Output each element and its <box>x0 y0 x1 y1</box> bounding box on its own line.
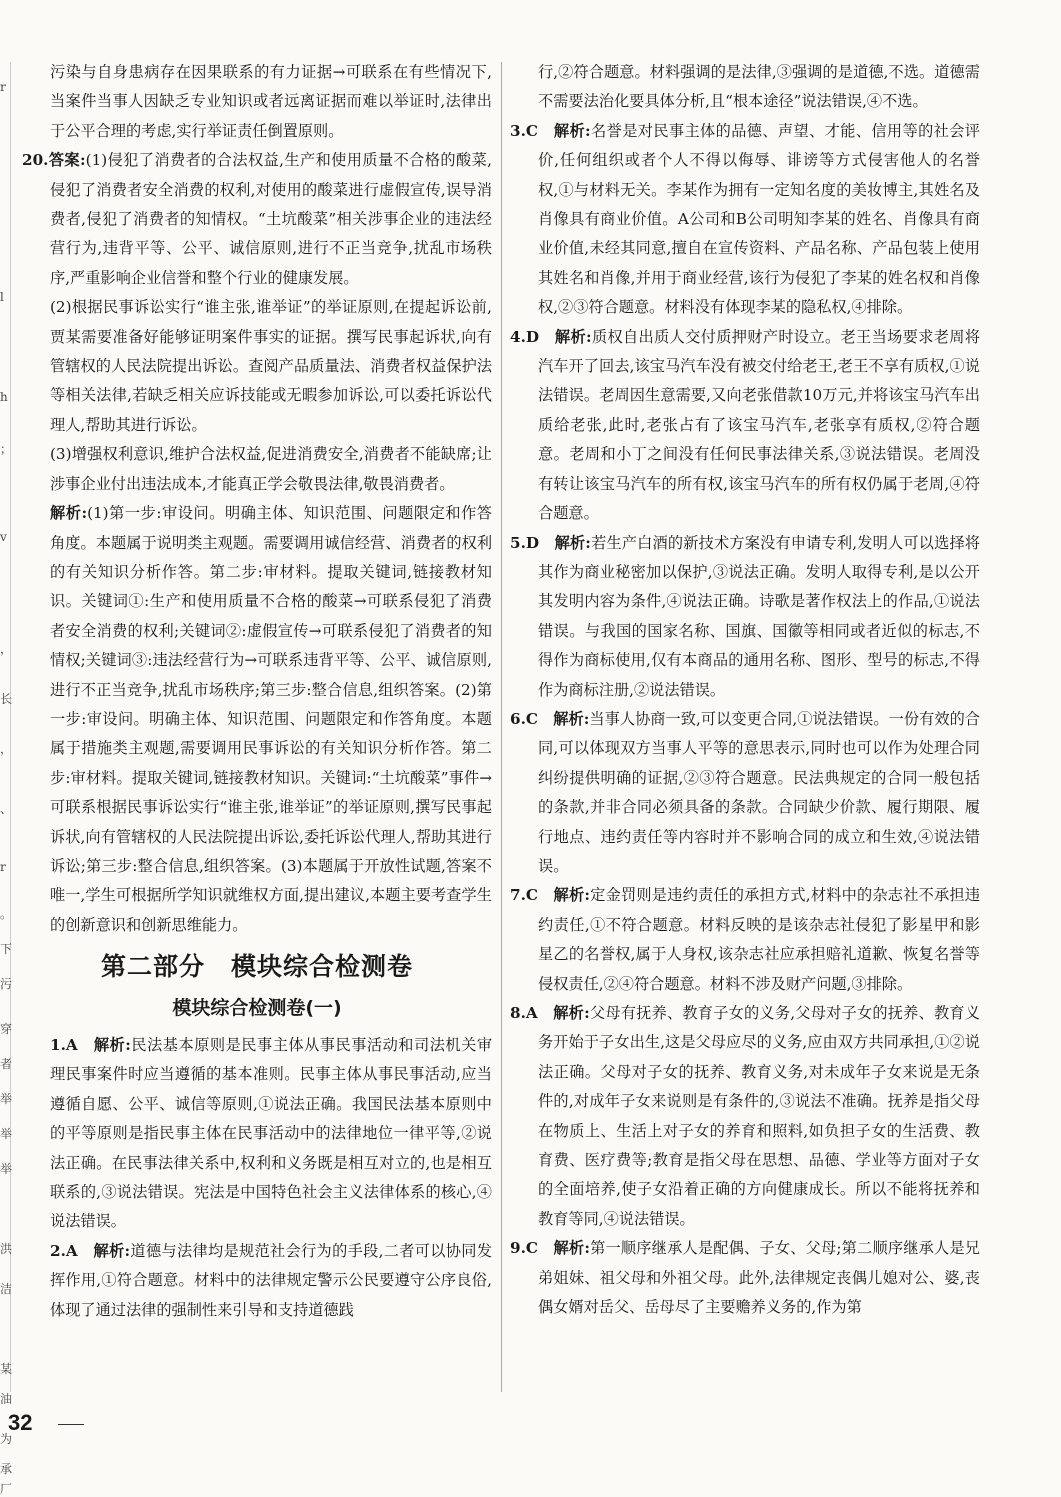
column-divider <box>501 62 502 1392</box>
margin-fragment: 举 <box>0 1162 13 1176</box>
margin-fragment: 厂 <box>0 1482 13 1496</box>
paragraph-text: 民法基本原则是民事主体从事民事活动和司法机关审理民事案件时应当遵循的基本准则。民事主体从事民事活动,应当遵循自愿、公平、诚信等原则,①说法正确。我国民法基本原则中的平等原则是指民事主体在民事活动中的法律地位一律平等,②说法正确。在民事法律关系中,权利和义务既是相互对立的,也是相互联系的,③说法错误。宪法是中国特色社会主义法律体系的核心,④说法错误。 <box>50 1036 493 1231</box>
page-number: 32 <box>8 1410 33 1435</box>
paragraph-text: 污染与自身患病存在因果联系的有力证据→可联系在有些情况下,当案件当事人因缺乏专业知识或者远离证据而难以举证时,法律出于公平合理的考虑,实行举证责任倒置原则。 <box>50 63 492 140</box>
left-paragraph-0 <box>22 58 492 146</box>
paragraph-text: 道德与法律均是规范社会行为的手段,二者可以协同发挥作用,①符合题意。材料中的法律规定警示公民要遵守公序良俗,体现了通过法律的强制性来引导和支持道德践 <box>50 1241 493 1319</box>
right-question-0 <box>510 58 980 117</box>
margin-fragment: 为 <box>0 1432 13 1446</box>
question-label: 20.答案: <box>22 151 86 170</box>
right-question-3 <box>510 529 980 705</box>
question-label: 2.A 解析: <box>50 1241 131 1260</box>
question-label: 4.D 解析: <box>510 327 592 346</box>
margin-fragment: 长 <box>0 692 13 706</box>
margin-fragment: 举 <box>0 1092 13 1106</box>
left-paragraph-4 <box>22 499 492 940</box>
question-label: 解析: <box>50 504 88 523</box>
paragraph-text: 若生产白酒的新技术方案没有申请专利,发明人可以选择将其作为商业秘密加以保护,③说法正确。发明人取得专利,是以公开其发明内容为条件,④说法正确。诗歌是著作权法上的作品,①说法错误。与我国的国家名称、国旗、国徽等相同或者近似的标志,不得作为商标使用,仅有本商品的通用名称、图形、型号的标志,不得作为商标注册,②说法错误。 <box>538 533 980 699</box>
question-label: 6.C 解析: <box>510 709 590 728</box>
left-paragraph-1 <box>22 146 492 293</box>
margin-fragment: 洪 <box>0 1242 13 1256</box>
question-label: 9.C 解析: <box>510 1239 590 1258</box>
margin-fragment: 承 <box>0 1462 13 1476</box>
left-question-1 <box>22 1237 492 1325</box>
paragraph-text: 当事人协商一致,可以变更合同,①说法错误。一份有效的合同,可以体现双方当事人平等的意思表示,同时也可以作为处理合同纠纷提供明确的证据,②③符合题意。民法典规定的合同一般包括的条款,并非合同必须具备的条款。合同缺少价款、履行期限、履行地点、违约责任等内容时并不影响合同的成立和生效,④说法错误。 <box>538 709 980 875</box>
margin-fragment: ， <box>0 642 13 656</box>
margin-fragment: 洁 <box>0 1282 13 1296</box>
question-label: 7.C 解析: <box>510 886 590 905</box>
margin-fragment: r <box>0 80 6 94</box>
paragraph-text: 第一顺序继承人是配偶、子女、父母;第二顺序继承人是兄弟姐妹、祖父母和外祖父母。此外,法律规定丧偶儿媳对公、婆,丧偶女婿对岳父、岳母尽了主要赡养义务的,作为第 <box>538 1239 980 1317</box>
left-paragraph-3 <box>22 440 492 499</box>
margin-fragment: 。 <box>0 907 13 921</box>
paragraph-text: (1)第一步:审设问。明确主体、知识范围、问题限定和作答角度。本题属于说明类主观题。需要调用诚信经营、消费者的权利的有关知识分析作答。第二步:审材料。提取关键词,链接教材知识。关键词①:生产和使用质量不合格的酸菜→可联系侵犯了消费者安全消费的权利;关键词②:虚假宣传→可联系侵犯了消费者的知情权;关键词③:违法经营行为→可联系违背平等、公平、诚信原则,进行不正当竞争,扰乱市场秩序;第三步:整合信息,组织答案。(2)第一步:审设问。明确主体、知识范围、问题限定和作答角度。本题属于措施类主观题,需要调用民事诉讼的有关知识分析作答。第二步:审材料。提取关键词,链接教材知识。关键词:“土坑酸菜”事件→可联系根据民事诉讼实行“谁主张,谁举证”的举证原则,撰写民事起诉状,向有管辖权的人民法院提出诉讼,委托诉讼代理人,帮助其进行诉讼;第三步:整合信息,组织答案。(3)本题属于开放性试题,答案不唯一,学生可根据所学知识就维权方面,提出建议,本题主要考查学生的创新意识和创新思维能力。 <box>50 504 492 934</box>
margin-fragment: l <box>0 290 4 304</box>
margin-fragment: v <box>0 530 7 544</box>
paragraph-text: 质权自出质人交付质押财产时设立。老王当场要求老周将汽车开了回去,该宝马汽车没有被交付给老王,老王不享有质权,①说法错误。老周因生意需要,又向老张借款10万元,并将该宝马汽车出质给老张,此时,老张占有了该宝马汽车,老张享有质权,②符合题意。老周和小丁之间没有任何民事法律关系,③说法错误。老周没有转让该宝马汽车的所有权,该宝马汽车的所有权仍属于老周,④符合题意。 <box>538 327 980 523</box>
margin-fragment: 穿 <box>0 1022 13 1036</box>
question-label: 3.C 解析: <box>510 121 591 140</box>
margin-fragment: 污 <box>0 977 13 991</box>
right-question-6 <box>510 999 980 1234</box>
margin-fragment: ， <box>0 742 13 756</box>
right-question-4 <box>510 705 980 881</box>
margin-fragment: 油 <box>0 1392 13 1406</box>
left-question-0 <box>22 1031 492 1237</box>
margin-fragment: 某 <box>0 1362 13 1376</box>
left-column <box>22 58 492 1325</box>
paragraph-text: 名誉是对民事主体的品德、声望、才能、信用等的社会评价,任何组织或者个人不得以侮辱、诽谤等方式侵害他人的名誉权,①与材料无关。李某作为拥有一定知名度的美妆博主,其姓名及肖像具有商业价值。A公司和B公司明知李某的姓名、肖像具有商业价值,未经其同意,擅自在宣传资料、产品名称、产品包装上使用其姓名和肖像,并用于商业经营,该行为侵犯了李某的姓名权和肖像权,②③符合题意。材料没有体现李某的隐私权,④排除。 <box>538 121 980 317</box>
paragraph-text: (3)增强权利意识,维护合法权益,促进消费安全,消费者不能缺席;让涉事企业付出违法成本,才能真正学会敬畏法律,敬畏消费者。 <box>50 445 492 493</box>
right-question-1 <box>510 117 980 323</box>
question-label: 5.D 解析: <box>510 533 591 552</box>
question-label: 8.A 解析: <box>510 1004 590 1022</box>
paragraph-text: 父母有抚养、教育子女的义务,父母对子女的抚养、教育义务开始于子女出生,这是父母应尽的义务,应由双方共同承担,①②说法正确。父母对子女的抚养、教育义务,对未成年子女来说是无条件的,对成年子女来说则是有条件的,③说法不准确。抚养是指父母在物质上、生活上对子女的养育和照料,如负担子女的生活费、教育费、医疗费等;教育是指父母在思想、品德、学业等方面对子女的全面培养,使子女沿着正确的方向健康成长。所以不能将抚养和教育等同,④说法错误。 <box>538 1004 981 1228</box>
margin-fragment: r <box>0 860 6 874</box>
page-number-rule <box>58 1424 84 1425</box>
right-question-2 <box>510 323 980 529</box>
right-question-7 <box>510 1234 980 1322</box>
paragraph-text: (2)根据民事诉讼实行“谁主张,谁举证”的举证原则,在提起诉讼前,贾某需要准备好能够证明案件事实的证据。撰写民事起诉状,向有管辖权的人民法院提出诉讼。查阅产品质量法、消费者权益保护法等相关法律,若缺乏相关应诉技能或无暇参加诉讼,可以委托诉讼代理人,帮助其进行诉讼。 <box>50 298 492 434</box>
left-margin-fragments <box>0 60 14 1496</box>
section-title: 第二部分 模块综合检测卷 <box>100 952 413 982</box>
sub-title: 模块综合检测卷(一) <box>172 996 342 1019</box>
margin-fragment: 、 <box>0 802 13 816</box>
paragraph-text: 行,②符合题意。材料强调的是法律,③强调的是道德,不选。道德需不需要法治化要具体分析,且“根本途径”说法错误,④不选。 <box>538 63 980 111</box>
margin-fragment: ； <box>0 442 13 456</box>
paragraph-text: (1)侵犯了消费者的合法权益,生产和使用质量不合格的酸菜,侵犯了消费者安全消费的权利,对使用的酸菜进行虚假宣传,误导消费者,侵犯了消费者的知情权。“土坑酸菜”相关涉事企业的违法经营行为,违背平等、公平、诚信原则,进行不正当竞争,扰乱市场秩序,严重影响企业信誉和整个行业的健康发展。 <box>50 151 492 287</box>
right-question-5 <box>510 881 980 999</box>
paragraph-text: 定金罚则是违约责任的承担方式,材料中的杂志社不承担违约责任,①不符合题意。材料反映的是该杂志社侵犯了影星甲和影星乙的名誉权,属于人身权,该杂志社应承担赔礼道歉、恢复名誉等侵权责任,②④符合题意。材料不涉及财产问题,③排除。 <box>538 886 980 993</box>
right-column <box>510 58 980 1322</box>
margin-fragment: 下 <box>0 942 13 956</box>
margin-fragment: 者 <box>0 1057 13 1071</box>
margin-fragment: 举 <box>0 1127 13 1141</box>
question-label: 1.A 解析: <box>50 1036 131 1054</box>
margin-fragment: h <box>0 390 8 404</box>
left-paragraph-2 <box>22 293 492 440</box>
